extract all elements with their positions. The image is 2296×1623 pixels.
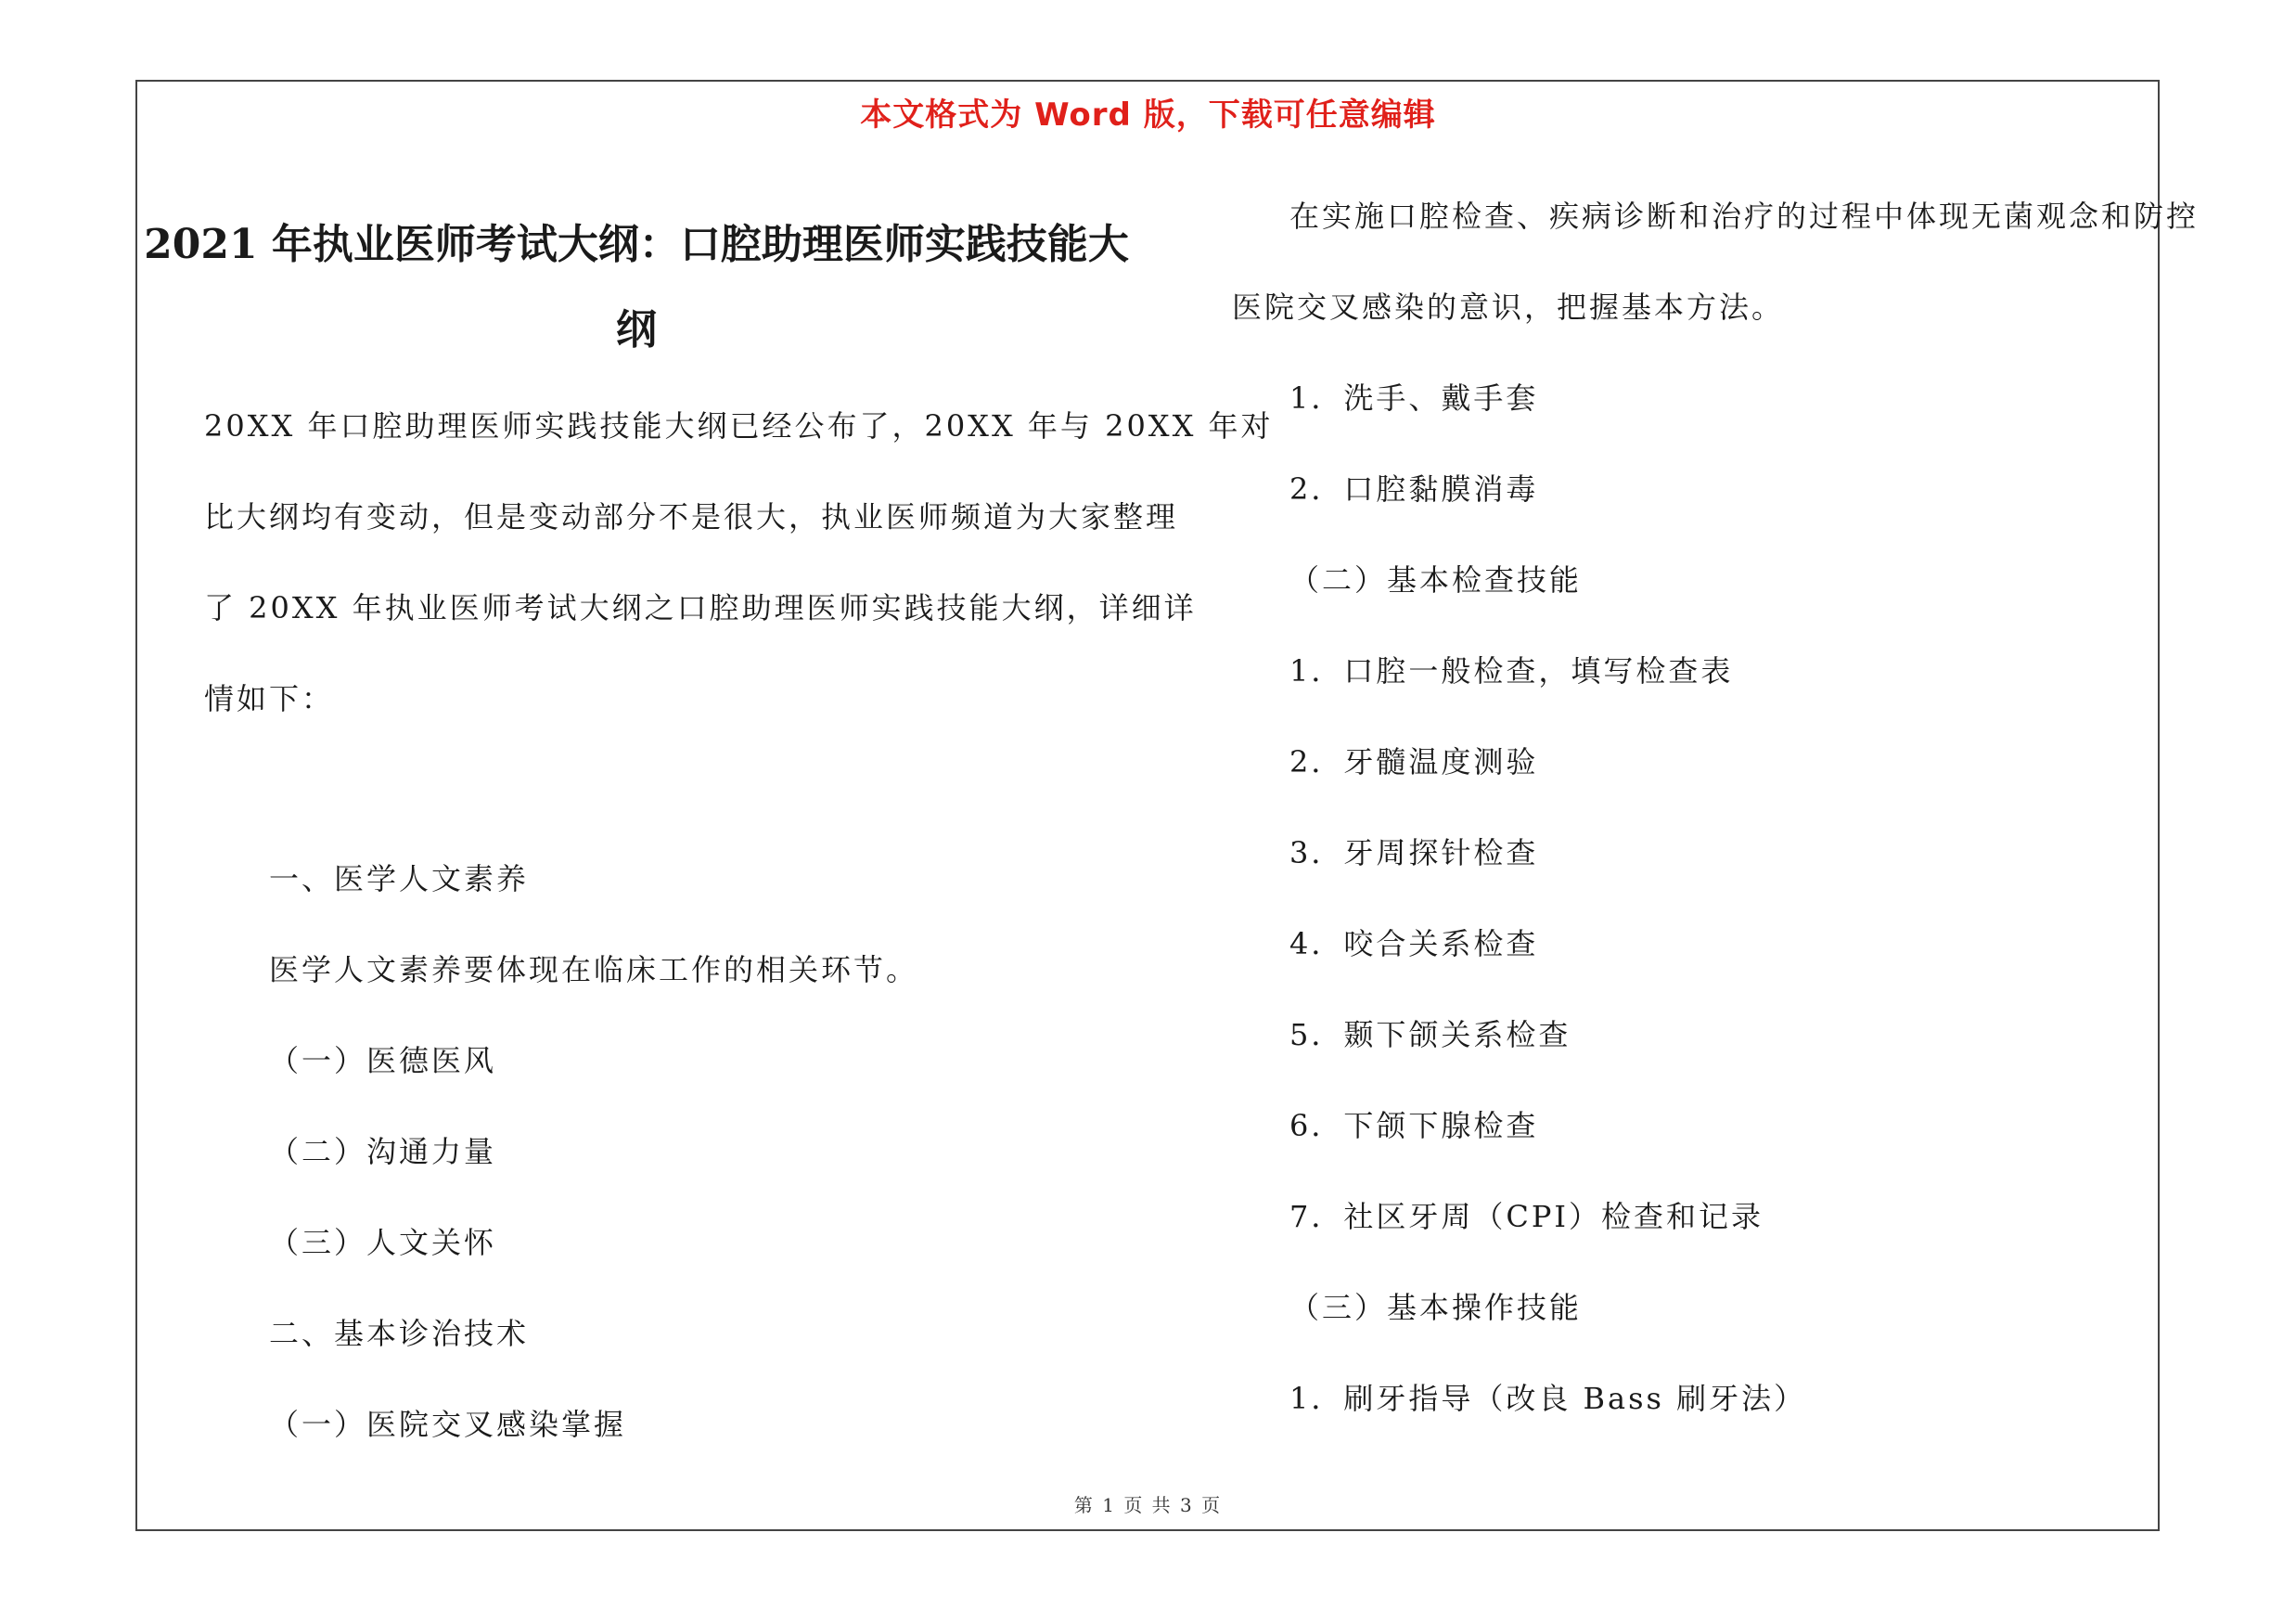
document-title	[139, 202, 1134, 373]
subsection-item: （二）沟通力量	[269, 1134, 497, 1169]
list-item: 2．口腔黏膜消毒	[1289, 471, 1539, 507]
list-item: 3．牙周探针检查	[1289, 835, 1539, 870]
body-line: 医院交叉感染的意识，把握基本方法。	[1232, 290, 1785, 325]
intro-line: 了 20XX 年执业医师考试大纲之口腔助理医师实践技能大纲，详细详	[204, 590, 1197, 625]
section-heading: 二、基本诊治技术	[269, 1316, 530, 1351]
subsection-item: （一）医德医风	[269, 1043, 497, 1078]
section-heading: 一、医学人文素养	[269, 861, 530, 896]
title-line: 2021 年执业医师考试大纲：口腔助理医师实践技能大	[144, 221, 1129, 268]
title-line: 纲	[616, 306, 657, 354]
list-item: 1．口腔一般检查，填写检查表	[1289, 653, 1734, 689]
list-item: 5．颞下颌关系检查	[1289, 1017, 1571, 1052]
list-item: 1．刷牙指导（改良 Bass 刷牙法）	[1289, 1381, 1807, 1416]
list-item: 1．洗手、戴手套	[1289, 380, 1539, 416]
body-line: 医学人文素养要体现在临床工作的相关环节。	[269, 952, 919, 987]
body-line: 在实施口腔检查、疾病诊断和治疗的过程中体现无菌观念和防控	[1289, 199, 2200, 234]
subsection-item: （一）医院交叉感染掌握	[269, 1407, 627, 1442]
subsection-item: （三）人文关怀	[269, 1225, 497, 1260]
editable-banner: 本文格式为 Word 版，下载可任意编辑	[860, 97, 1436, 134]
page-footer: 第 1 页 共 3 页	[1073, 1494, 1223, 1516]
subsection-item: （二）基本检查技能	[1289, 562, 1583, 598]
intro-line: 比大纲均有变动，但是变动部分不是很大，执业医师频道为大家整理	[204, 499, 1179, 535]
list-item: 4．咬合关系检查	[1289, 926, 1539, 961]
list-item: 2．牙髓温度测验	[1289, 744, 1539, 779]
list-item: 7．社区牙周（CPI）检查和记录	[1289, 1199, 1764, 1234]
intro-line: 20XX 年口腔助理医师实践技能大纲已经公布了，20XX 年与 20XX 年对	[204, 408, 1274, 444]
subsection-item: （三）基本操作技能	[1289, 1290, 1583, 1325]
intro-line: 情如下：	[204, 681, 335, 716]
list-item: 6．下颌下腺检查	[1289, 1108, 1539, 1143]
